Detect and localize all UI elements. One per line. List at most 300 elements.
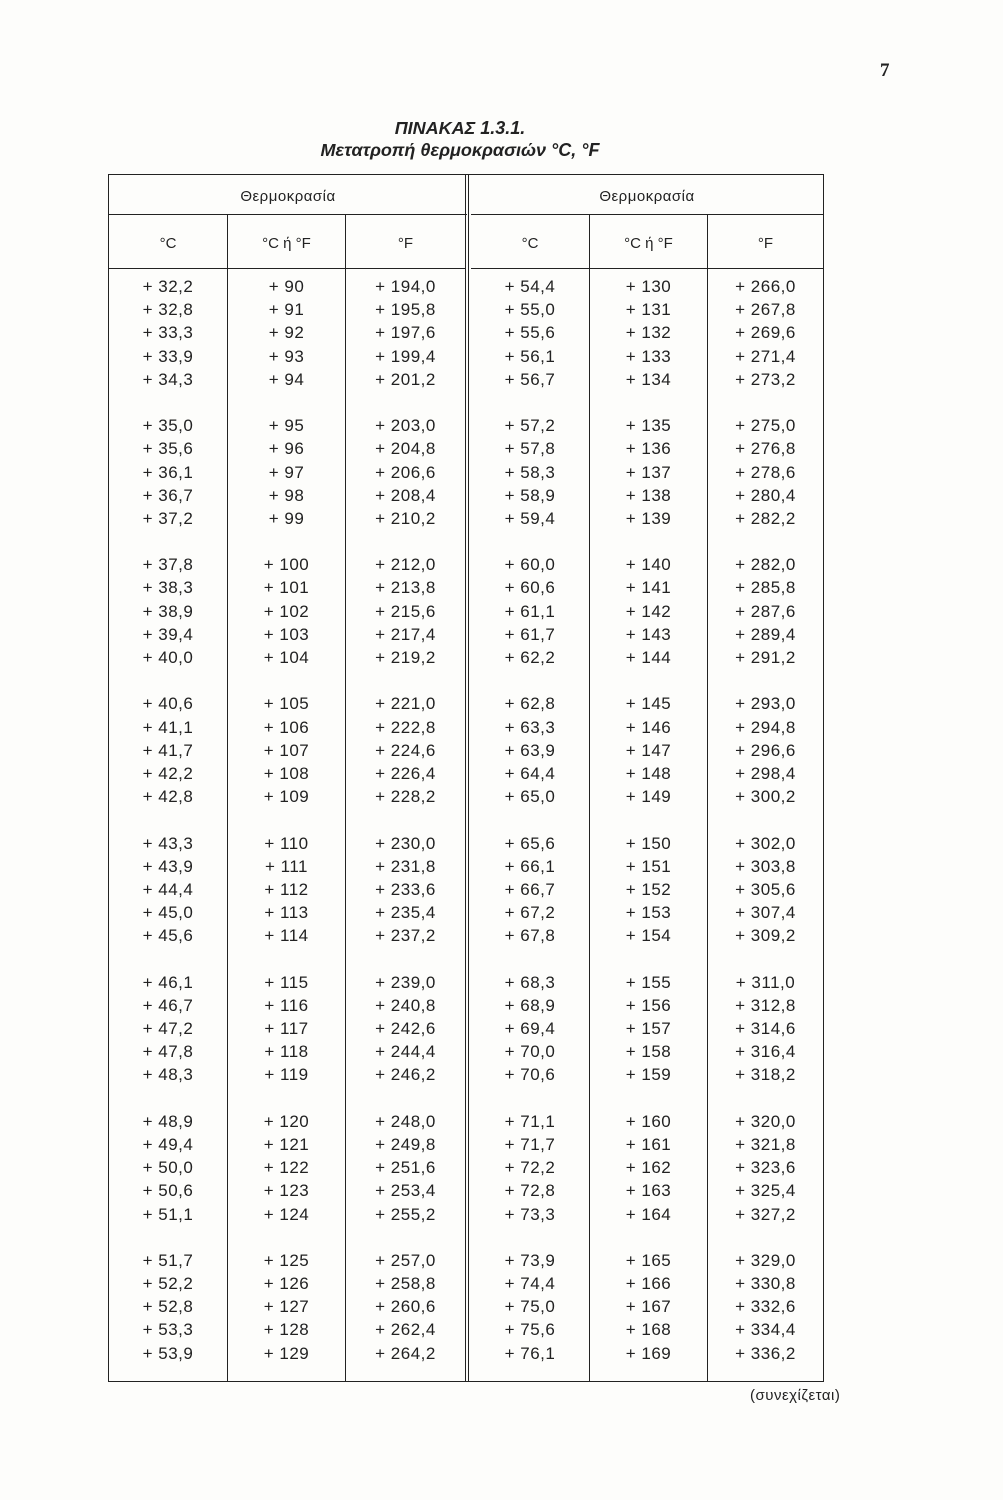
table-cell: + 53,9 [142,1343,194,1363]
table-cell: + 47,2 [142,1019,194,1038]
table-cell: + 45,6 [142,926,194,946]
table-cell: + 146 [625,717,672,737]
table-cell: + 71,1 [504,1111,556,1131]
cells-fahrenheit-left [346,269,465,1365]
table-cell: + 120 [263,1111,310,1131]
double-divider [465,175,469,1381]
table-cell: + 123 [263,1181,310,1201]
table-cell: + 246,2 [375,1065,436,1085]
group-gap [109,808,227,831]
table-cell: + 285,8 [735,578,796,598]
table-cell: + 66,7 [504,879,556,899]
group-gap [228,530,345,553]
group-gap [708,391,823,414]
table-cell: + 145 [625,694,672,714]
table-cell: + 199,4 [375,346,436,366]
group-gap [471,1226,589,1249]
table-cell: + 204,8 [375,439,436,459]
table-cell: + 99 [268,508,305,528]
table-cell: + 135 [625,416,672,436]
table-cell: + 34,3 [142,369,194,389]
table-cell: + 68,3 [504,972,556,992]
table-cell: + 143 [625,624,672,644]
table-cell: + 233,6 [375,879,436,899]
group-gap [346,530,465,553]
table-cell: + 219,2 [375,648,436,667]
group-gap [471,669,589,692]
table-cell: + 249,8 [375,1134,436,1154]
table-cell: + 235,4 [375,903,436,923]
group-header-left: Θερμοκρασία [109,175,467,215]
table-cell: + 267,8 [735,300,796,320]
group-gap [471,530,589,553]
table-cell: + 237,2 [375,926,436,946]
table-cell: + 152 [625,879,672,899]
table-cell: + 151 [625,856,672,876]
table-cell: + 140 [625,555,672,575]
table-cell: + 36,7 [142,485,194,505]
table-cell: + 291,2 [735,648,796,667]
table-cell: + 330,8 [735,1274,796,1294]
table-cell: + 262,4 [375,1320,436,1340]
table-cell: + 54,4 [504,277,556,296]
group-gap [590,530,707,553]
continued-note: (συνεχίζεται) [750,1387,841,1404]
table-cell: + 33,9 [142,346,194,366]
group-gap [471,1087,589,1110]
table-cell: + 266,0 [735,277,796,296]
table-cell: + 221,0 [375,694,436,714]
table-cell: + 325,4 [735,1181,796,1201]
table-cell: + 164 [625,1204,672,1224]
group-gap [346,947,465,970]
table-cell: + 222,8 [375,717,436,737]
table-cell: + 46,1 [142,972,194,992]
column-celsius-right [471,215,589,1381]
table-cell: + 141 [625,578,672,598]
table-cell: + 41,7 [142,740,194,760]
table-cell: + 298,4 [735,763,796,783]
table-cell: + 144 [625,648,672,667]
table-cell: + 38,9 [142,601,194,621]
table-cell: + 208,4 [375,485,436,505]
table-cell: + 161 [625,1134,672,1154]
table-cell: + 62,2 [504,648,556,667]
group-gap [109,1226,227,1249]
group-gap [708,530,823,553]
table-cell: + 210,2 [375,508,436,528]
column-header-c-or-f: °C ή °F [590,215,707,269]
column-fahrenheit-right [707,215,823,1381]
table-cell: + 69,4 [504,1019,556,1038]
cells-value-right [590,269,707,1365]
cells-celsius-left [109,269,227,1365]
table-cell: + 158 [625,1042,672,1062]
group-gap [708,808,823,831]
table-cell: + 282,0 [735,555,796,575]
table-cell: + 156 [625,995,672,1015]
table-cell: + 167 [625,1297,672,1317]
group-gap [708,1226,823,1249]
group-gap [590,1226,707,1249]
table-cell: + 107 [263,740,310,760]
table-cell: + 293,0 [735,694,796,714]
table-cell: + 39,4 [142,624,194,644]
table-cell: + 42,8 [142,787,194,807]
group-gap [228,947,345,970]
table-cell: + 294,8 [735,717,796,737]
table-cell: + 289,4 [735,624,796,644]
table-cell: + 154 [625,926,672,946]
table-cell: + 147 [625,740,672,760]
table-cell: + 36,1 [142,462,194,482]
group-gap [346,808,465,831]
table-cell: + 132 [625,323,672,343]
group-gap [590,947,707,970]
table-cell: + 163 [625,1181,672,1201]
cells-fahrenheit-right [708,269,823,1365]
table-cell: + 239,0 [375,972,436,992]
table-cell: + 65,6 [504,833,556,853]
table-cell: + 169 [625,1343,672,1363]
table-cell: + 251,6 [375,1158,436,1178]
table-cell: + 150 [625,833,672,853]
table-cell: + 110 [264,833,309,853]
table-cell: + 137 [625,462,672,482]
column-fahrenheit-left [345,215,465,1381]
group-gap [471,947,589,970]
table-cell: + 240,8 [375,995,436,1015]
table-cell: + 65,0 [504,787,556,807]
table-cell: + 149 [625,787,672,807]
column-value-left [227,215,345,1381]
table-cell: + 244,4 [375,1042,436,1062]
group-gap [109,1087,227,1110]
group-gap [471,391,589,414]
table-cell: + 64,4 [504,763,556,783]
table-cell: + 160 [625,1111,672,1131]
table-cell: + 60,6 [504,578,556,598]
table-cell: + 166 [625,1274,672,1294]
table-cell: + 56,1 [504,346,556,366]
table-cell: + 329,0 [735,1250,796,1270]
table-cell: + 93 [268,346,305,366]
table-cell: + 98 [268,485,305,505]
group-gap [590,391,707,414]
table-cell: + 258,8 [375,1274,436,1294]
table-cell: + 59,4 [504,508,556,528]
table-cell: + 103 [263,624,310,644]
table-cell: + 264,2 [375,1343,436,1363]
table-cell: + 108 [263,763,310,783]
table-cell: + 157 [625,1019,672,1038]
table-cell: + 58,3 [504,462,556,482]
table-subtitle: Μετατροπή θερμοκρασιών °C, °F [320,140,600,160]
table-cell: + 131 [625,300,672,320]
table-cell: + 102 [263,601,310,621]
table-cell: + 124 [263,1204,310,1224]
table-cell: + 159 [625,1065,672,1085]
group-gap [228,391,345,414]
table-cell: + 115 [264,972,309,992]
table-cell: + 311,0 [735,972,796,992]
table-cell: + 60,0 [504,555,556,575]
group-gap [346,669,465,692]
group-gap [228,808,345,831]
table-cell: + 55,0 [504,300,556,320]
table-cell: + 53,3 [142,1320,194,1340]
table-cell: + 194,0 [375,277,436,296]
table-cell: + 90 [268,277,305,296]
table-cell: + 32,8 [142,300,194,320]
table-cell: + 126 [263,1274,310,1294]
table-cell: + 138 [625,485,672,505]
table-cell: + 38,3 [142,578,194,598]
table-cell: + 314,6 [735,1019,796,1038]
table-cell: + 52,8 [142,1297,194,1317]
table-cell: + 282,2 [735,508,796,528]
table-cell: + 287,6 [735,601,796,621]
group-gap [109,391,227,414]
table-cell: + 37,8 [142,555,194,575]
table-cell: + 73,9 [504,1250,556,1270]
table-cell: + 278,6 [735,462,796,482]
table-cell: + 47,8 [142,1042,194,1062]
table-cell: + 56,7 [504,369,556,389]
cells-value-left [228,269,345,1365]
group-gap [228,1226,345,1249]
table-cell: + 302,0 [735,833,796,853]
group-gap [590,669,707,692]
table-cell: + 305,6 [735,879,796,899]
table-cell: + 155 [625,972,672,992]
table-cell: + 300,2 [735,787,796,807]
table-cell: + 67,8 [504,926,556,946]
table-cell: + 35,0 [142,416,194,436]
table-cell: + 213,8 [375,578,436,598]
table-cell: + 215,6 [375,601,436,621]
group-gap [109,530,227,553]
conversion-table [108,174,824,1382]
table-cell: + 46,7 [142,995,194,1015]
table-cell: + 70,0 [504,1042,556,1062]
table-cell: + 48,3 [142,1065,194,1085]
table-cell: + 118 [264,1042,309,1062]
table-cell: + 117 [264,1019,309,1038]
table-cell: + 212,0 [375,555,436,575]
table-cell: + 95 [268,416,305,436]
table-cell: + 224,6 [375,740,436,760]
table-cell: + 307,4 [735,903,796,923]
table-cell: + 121 [263,1134,310,1154]
table-cell: + 63,9 [504,740,556,760]
group-gap [708,669,823,692]
table-cell: + 42,2 [142,763,194,783]
group-gap [708,947,823,970]
table-cell: + 226,4 [375,763,436,783]
table-cell: + 253,4 [375,1181,436,1201]
table-cell: + 133 [625,346,672,366]
table-cell: + 40,0 [142,648,194,667]
table-cell: + 153 [625,903,672,923]
table-cell: + 197,6 [375,323,436,343]
group-header-right: Θερμοκρασία [471,175,823,215]
table-cell: + 228,2 [375,787,436,807]
table-cell: + 230,0 [375,833,436,853]
group-gap [590,808,707,831]
table-cell: + 70,6 [504,1065,556,1085]
table-right-half [471,175,823,1381]
table-cell: + 71,7 [504,1134,556,1154]
table-cell: + 33,3 [142,323,194,343]
table-cell: + 92 [268,323,305,343]
table-cell: + 273,2 [735,369,796,389]
table-cell: + 75,0 [504,1297,556,1317]
column-celsius-left [109,215,227,1381]
table-cell: + 206,6 [375,462,436,482]
column-header-f: °F [346,215,465,269]
table-cell: + 113 [264,903,309,923]
group-gap [109,669,227,692]
column-value-right [589,215,707,1381]
table-cell: + 57,2 [504,416,556,436]
table-cell: + 195,8 [375,300,436,320]
table-cell: + 327,2 [735,1204,796,1224]
table-cell: + 62,8 [504,694,556,714]
table-cell: + 165 [625,1250,672,1270]
group-gap [590,1087,707,1110]
table-cell: + 321,8 [735,1134,796,1154]
table-cell: + 116 [264,995,309,1015]
table-cell: + 255,2 [375,1204,436,1224]
table-cell: + 303,8 [735,856,796,876]
group-gap [228,669,345,692]
table-title: ΠΙΝΑΚΑΣ 1.3.1. [394,118,526,138]
group-gap [346,1226,465,1249]
table-cell: + 49,4 [142,1134,194,1154]
table-cell: + 37,2 [142,508,194,528]
table-cell: + 271,4 [735,346,796,366]
table-cell: + 125 [263,1250,310,1270]
table-cell: + 48,9 [142,1111,194,1131]
table-cell: + 32,2 [142,277,194,296]
table-cell: + 336,2 [735,1343,796,1363]
table-cell: + 101 [263,578,310,598]
column-header-c: °C [109,215,227,269]
table-cell: + 112 [264,879,309,899]
table-cell: + 332,6 [735,1297,796,1317]
group-gap [346,1087,465,1110]
table-cell: + 40,6 [142,694,194,714]
table-cell: + 334,4 [735,1320,796,1340]
table-cell: + 203,0 [375,416,436,436]
table-cell: + 309,2 [735,926,796,946]
table-cell: + 72,8 [504,1181,556,1201]
table-cell: + 61,7 [504,624,556,644]
table-cell: + 97 [268,462,305,482]
group-gap [109,947,227,970]
table-cell: + 76,1 [504,1343,556,1363]
table-cell: + 323,6 [735,1158,796,1178]
table-cell: + 67,2 [504,903,556,923]
table-cell: + 41,1 [142,717,194,737]
table-cell: + 162 [625,1158,672,1178]
table-cell: + 51,7 [142,1250,194,1270]
column-header-c-or-f: °C ή °F [228,215,345,269]
table-cell: + 52,2 [142,1274,194,1294]
table-cell: + 66,1 [504,856,556,876]
table-cell: + 73,3 [504,1204,556,1224]
table-cell: + 75,6 [504,1320,556,1340]
table-cell: + 44,4 [142,879,194,899]
table-cell: + 318,2 [735,1065,796,1085]
table-cell: + 55,6 [504,323,556,343]
table-cell: + 68,9 [504,995,556,1015]
group-gap [471,808,589,831]
table-cell: + 139 [625,508,672,528]
table-cell: + 128 [263,1320,310,1340]
group-gap [708,1087,823,1110]
table-cell: + 104 [263,648,310,667]
table-cell: + 100 [263,555,310,575]
table-cell: + 231,8 [375,856,436,876]
table-cell: + 43,9 [142,856,194,876]
table-cell: + 269,6 [735,323,796,343]
table-cell: + 72,2 [504,1158,556,1178]
table-cell: + 74,4 [504,1274,556,1294]
table-cell: + 296,6 [735,740,796,760]
table-cell: + 201,2 [375,369,436,389]
table-cell: + 127 [263,1297,310,1317]
table-cell: + 109 [263,787,310,807]
table-cell: + 275,0 [735,416,796,436]
table-cell: + 136 [625,439,672,459]
table-cell: + 106 [263,717,310,737]
table-cell: + 260,6 [375,1297,436,1317]
table-cell: + 248,0 [375,1111,436,1131]
table-cell: + 320,0 [735,1111,796,1131]
table-cell: + 148 [625,763,672,783]
table-cell: + 50,6 [142,1181,194,1201]
group-gap [346,391,465,414]
table-cell: + 130 [625,277,672,296]
table-cell: + 114 [264,926,309,946]
table-cell: + 96 [268,439,305,459]
table-cell: + 50,0 [142,1158,194,1178]
table-cell: + 119 [264,1065,309,1085]
column-header-c: °C [471,215,589,269]
table-cell: + 94 [268,369,305,389]
cells-celsius-right [471,269,589,1365]
table-cell: + 312,8 [735,995,796,1015]
table-cell: + 276,8 [735,439,796,459]
table-cell: + 111 [265,856,308,876]
table-cell: + 63,3 [504,717,556,737]
table-cell: + 134 [625,369,672,389]
table-cell: + 122 [263,1158,310,1178]
table-cell: + 58,9 [504,485,556,505]
page-number: 7 [880,60,890,81]
table-cell: + 51,1 [142,1204,194,1224]
table-cell: + 45,0 [142,903,194,923]
table-cell: + 61,1 [504,601,556,621]
table-cell: + 217,4 [375,624,436,644]
table-cell: + 57,8 [504,439,556,459]
table-cell: + 35,6 [142,439,194,459]
table-cell: + 43,3 [142,833,194,853]
table-cell: + 129 [263,1343,310,1363]
table-cell: + 142 [625,601,672,621]
